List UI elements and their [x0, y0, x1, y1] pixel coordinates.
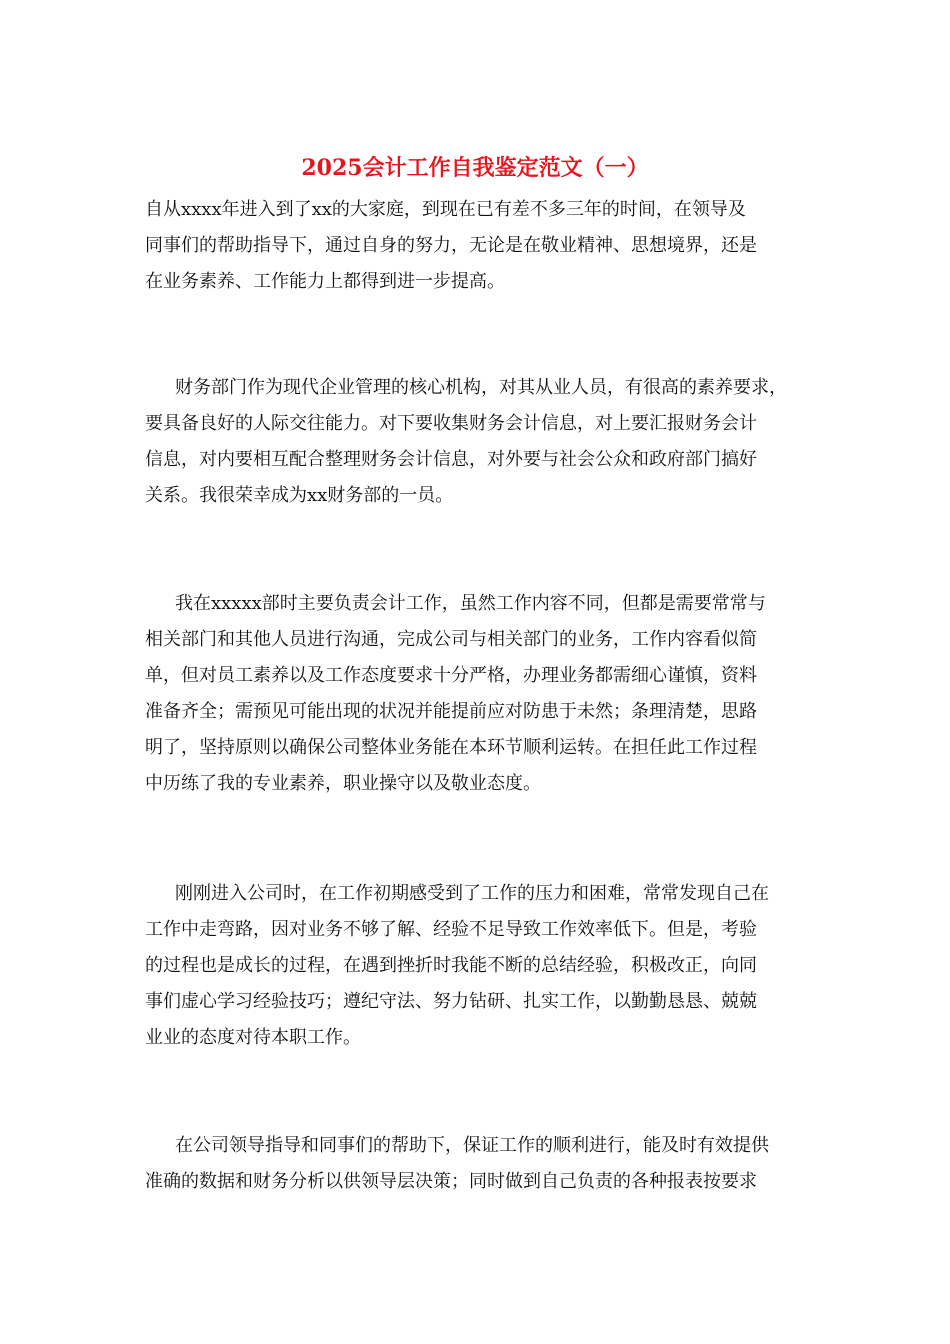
paragraph-line: 准确的数据和财务分析以供领导层决策；同时做到自己负责的各种报表按要求 — [145, 1171, 757, 1192]
paragraph-line: 事们虚心学习经验技巧；遵纪守法、努力钻研、扎实工作，以勤勤恳恳、兢兢 — [145, 991, 757, 1012]
paragraph-4 — [145, 876, 810, 1056]
document-title: 2025会计工作自我鉴定范文（一） — [301, 155, 649, 181]
paragraph-line: 业业的态度对待本职工作。 — [145, 1027, 361, 1048]
paragraph-line: 关系。我很荣幸成为xx财务部的一员。 — [145, 485, 454, 506]
paragraph-line: 明了，坚持原则以确保公司整体业务能在本环节顺利运转。在担任此工作过程 — [145, 737, 757, 758]
paragraph-line: 的过程也是成长的过程，在遇到挫折时我能不断的总结经验，积极改正，向同 — [145, 955, 757, 976]
paragraph-line: 在公司领导指导和同事们的帮助下，保证工作的顺利进行，能及时有效提供 — [175, 1135, 769, 1156]
paragraph-line: 单，但对员工素养以及工作态度要求十分严格，办理业务都需细心谨慎，资料 — [145, 665, 757, 686]
paragraph-3 — [145, 586, 810, 802]
paragraph-2 — [145, 370, 810, 514]
paragraph-line: 同事们的帮助指导下，通过自身的努力，无论是在敬业精神、思想境界，还是 — [145, 235, 757, 256]
paragraph-line: 工作中走弯路，因对业务不够了解、经验不足导致工作效率低下。但是，考验 — [145, 919, 757, 940]
paragraph-line: 信息，对内要相互配合整理财务会计信息，对外要与社会公众和政府部门搞好 — [145, 449, 757, 470]
paragraph-line: 自从xxxx年进入到了xx的大家庭，到现在已有差不多三年的时间，在领导及 — [145, 199, 746, 220]
paragraph-1 — [145, 192, 810, 300]
paragraph-line: 我在xxxxx部时主要负责会计工作，虽然工作内容不同，但都是需要常常与 — [175, 593, 766, 614]
paragraph-line: 刚刚进入公司时，在工作初期感受到了工作的压力和困难，常常发现自己在 — [175, 883, 769, 904]
paragraph-5 — [145, 1128, 810, 1200]
paragraph-line: 中历练了我的专业素养，职业操守以及敬业态度。 — [145, 773, 541, 794]
paragraph-line: 准备齐全；需预见可能出现的状况并能提前应对防患于未然；条理清楚，思路 — [145, 701, 757, 722]
paragraph-line: 财务部门作为现代企业管理的核心机构，对其从业人员，有很高的素养要求， — [175, 377, 787, 398]
paragraph-line: 要具备良好的人际交往能力。对下要收集财务会计信息，对上要汇报财务会计 — [145, 413, 757, 434]
paragraph-line: 在业务素养、工作能力上都得到进一步提高。 — [145, 271, 505, 292]
paragraph-line: 相关部门和其他人员进行沟通，完成公司与相关部门的业务，工作内容看似简 — [145, 629, 757, 650]
